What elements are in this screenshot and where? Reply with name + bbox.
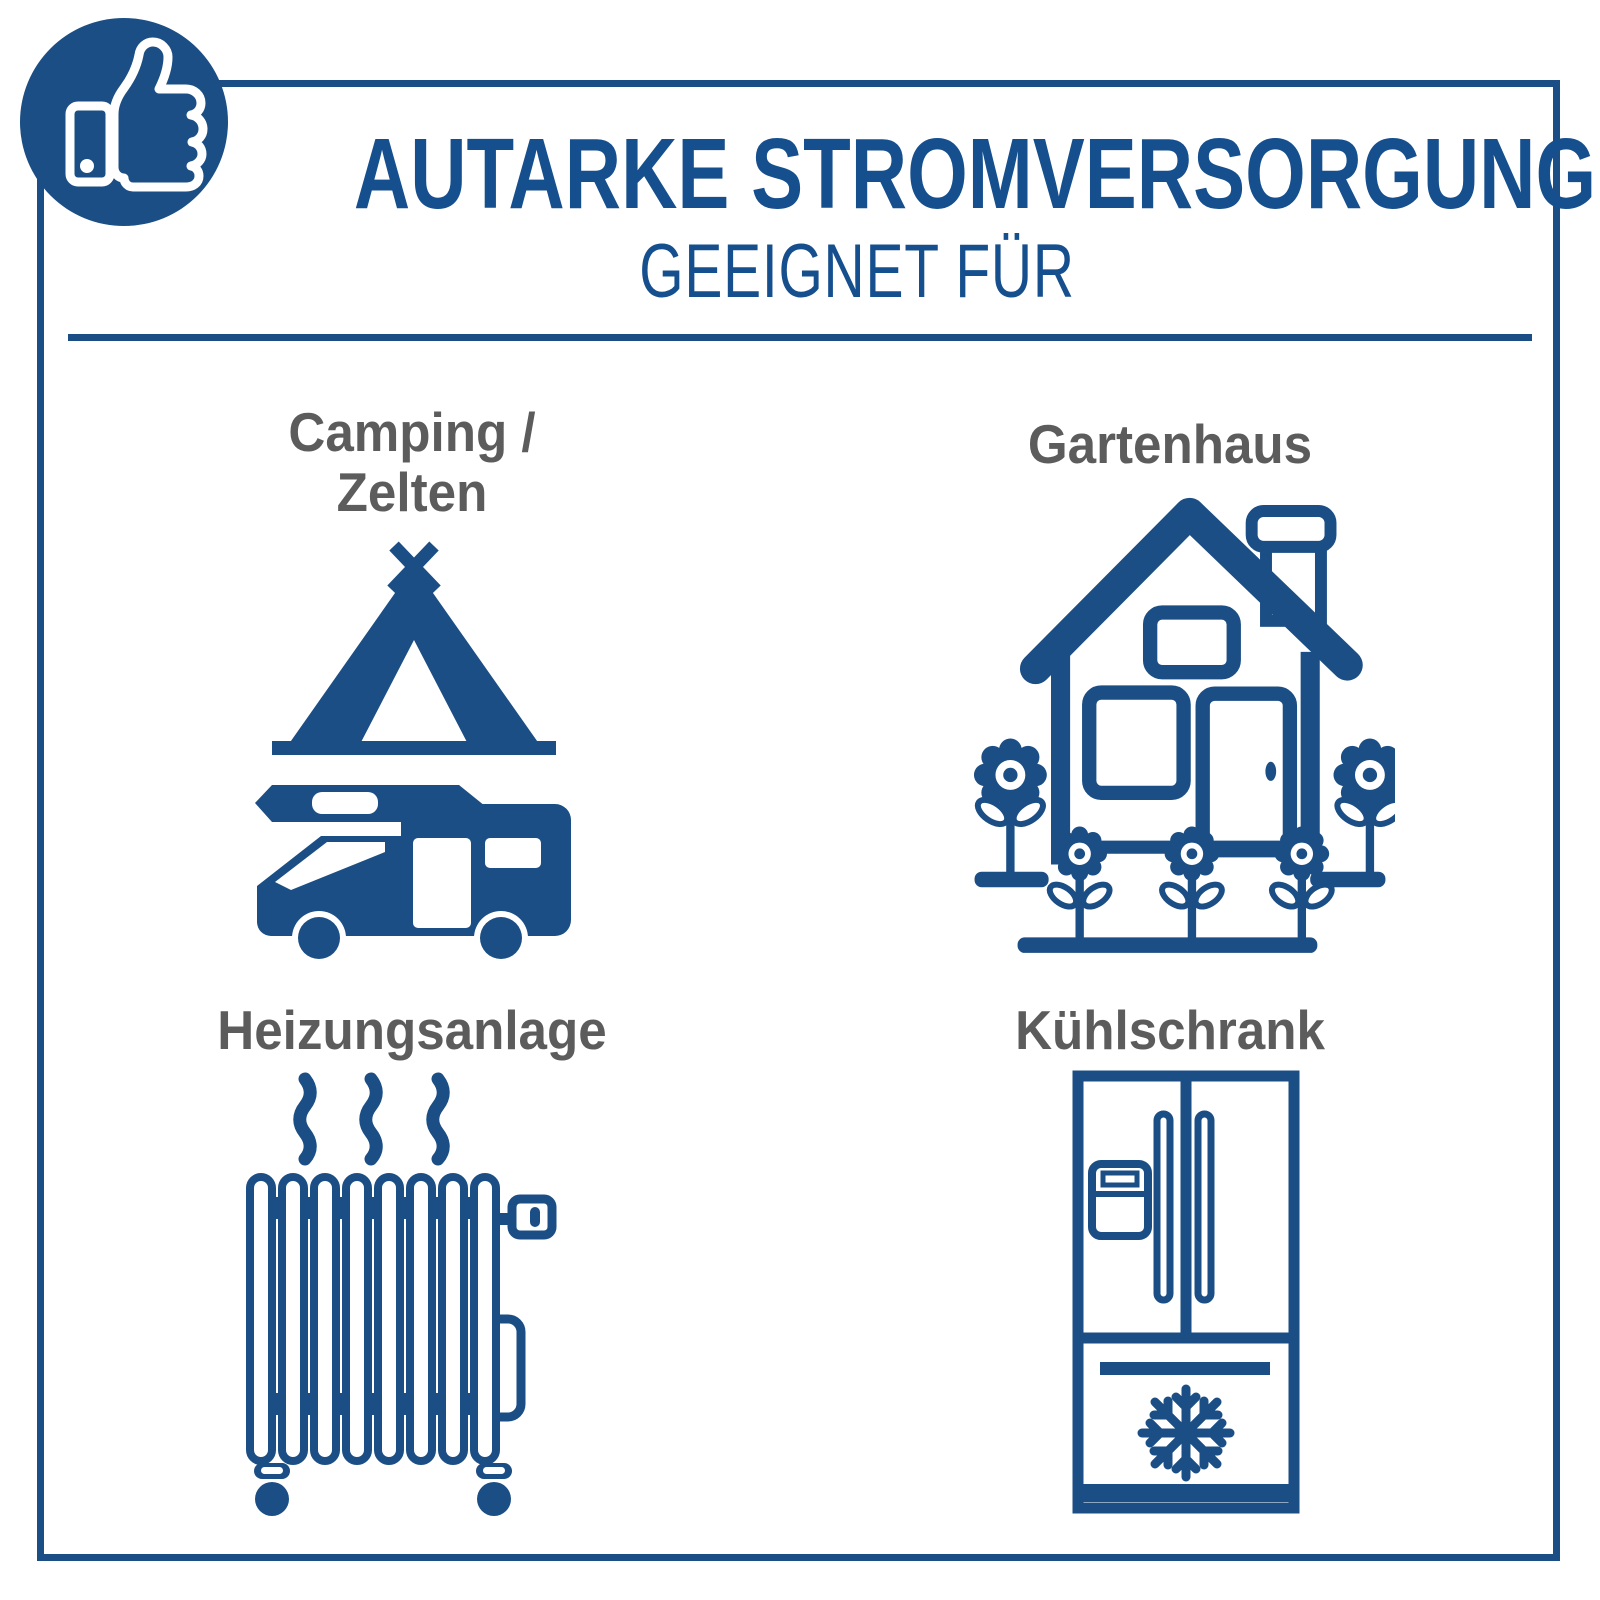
thumbs-up-icon [20, 18, 228, 226]
radiator-icon [238, 1065, 610, 1525]
header-divider [68, 334, 1532, 341]
page-title: AUTARKE STROMVERSORGUNG [353, 118, 1597, 230]
fridge-icon [1072, 1070, 1300, 1515]
flower [974, 739, 1049, 888]
label-gartenhaus: Gartenhaus [1027, 413, 1313, 475]
caster-wheels [254, 1463, 512, 1516]
label-kuehlschrank: Kühlschrank [1015, 999, 1325, 1061]
ice-dispenser [1092, 1164, 1148, 1236]
label-heizungsanlage: Heizungsanlage [217, 999, 607, 1061]
garden-house-icon [965, 487, 1395, 953]
label-camping-line2: Zelten [336, 461, 488, 523]
tent-icon [264, 538, 564, 773]
snowflake-icon [1142, 1389, 1230, 1477]
flower-row [1018, 826, 1336, 952]
label-camping-line1: Camping / [288, 401, 536, 463]
heat-waves-icon [300, 1079, 444, 1159]
camper-icon [239, 742, 589, 972]
thumbs-up-badge [20, 18, 228, 226]
label-camping-zelten [152, 402, 673, 522]
page-subtitle: GEEIGNET FÜR [639, 229, 1075, 314]
